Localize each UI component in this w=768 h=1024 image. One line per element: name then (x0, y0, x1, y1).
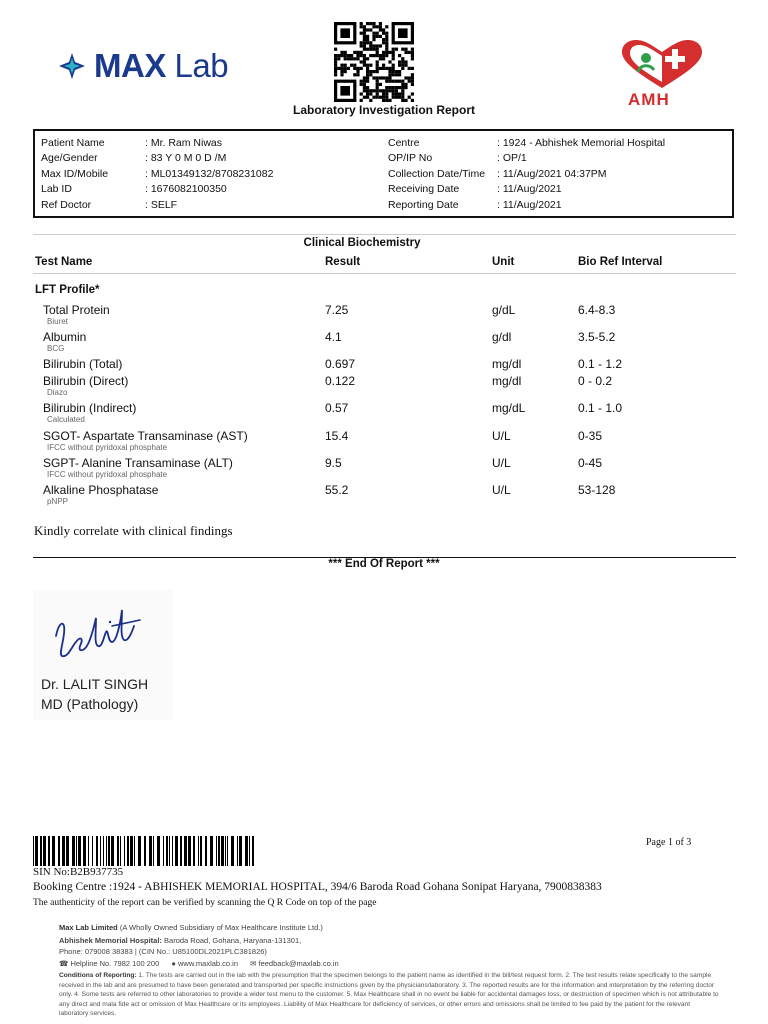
globe-icon: ● (171, 959, 176, 968)
lab-id-value: : 1676082100350 (145, 183, 227, 195)
page-number: Page 1 of 3 (646, 837, 692, 848)
website-text: www.maxlab.co.in (177, 959, 239, 968)
brand-bold: MAX (94, 47, 166, 84)
ref-doctor-label: Ref Doctor (41, 199, 92, 211)
company-line (59, 923, 323, 932)
col-header-result: Result (325, 256, 361, 268)
test-unit: U/L (492, 429, 511, 443)
booking-centre: Booking Centre :1924 - ABHISHEK MEMORIAL HOSPITAL, 394/6 Baroda Road Gohana Sonipat Haryana, 7900838383 (33, 881, 602, 893)
test-method: Diazo (47, 388, 68, 397)
max-lab-logo (58, 46, 268, 86)
receiving-date-value: : 11/Aug/2021 (497, 183, 562, 195)
contact-line (59, 959, 349, 968)
hospital-name: Abhishek Memorial Hospital: (59, 936, 162, 945)
test-name: Bilirubin (Direct) (43, 374, 129, 388)
test-unit: U/L (492, 483, 511, 497)
hospital-address-line (59, 936, 301, 945)
test-name: Bilirubin (Total) (43, 357, 123, 371)
amh-heart-icon (616, 38, 708, 92)
doctor-qualification: MD (Pathology) (41, 696, 139, 712)
collection-date-label: Collection Date/Time (388, 168, 486, 180)
email-link[interactable] (250, 959, 339, 968)
test-method: pNPP (47, 497, 68, 506)
email-text: feedback@maxlab.co.in (258, 959, 339, 968)
op-ip-value: : OP/1 (497, 152, 527, 164)
qr-code-icon (334, 22, 414, 102)
test-row (0, 374, 768, 401)
test-ref-interval: 0.1 - 1.2 (578, 357, 623, 371)
section-title: Clinical Biochemistry (303, 237, 421, 249)
patient-name-label: Patient Name (41, 137, 105, 149)
test-name: Alkaline Phosphatase (43, 483, 159, 497)
test-ref-interval: 6.4-8.3 (578, 303, 616, 317)
test-unit: g/dl (492, 330, 512, 344)
age-gender-value: : 83 Y 0 M 0 D /M (145, 152, 227, 164)
test-row (0, 429, 768, 456)
end-of-report: *** End Of Report *** (328, 558, 440, 570)
test-name: Bilirubin (Indirect) (43, 401, 137, 415)
test-row (0, 401, 768, 428)
section-divider-top (33, 234, 736, 235)
test-method: Biuret (47, 317, 68, 326)
collection-date-value: : 11/Aug/2021 04:37PM (497, 168, 607, 180)
test-ref-interval: 0 - 0.2 (578, 374, 613, 388)
conditions-label: Conditions of Reporting: (59, 972, 137, 979)
lab-id-label: Lab ID (41, 183, 72, 195)
test-result: 9.5 (325, 456, 342, 470)
phone-cin: Phone: 079008 38383 | (CIN No.: U85100DL2021PLC381826) (59, 947, 267, 956)
patient-info-box (33, 129, 734, 218)
helpline (59, 959, 159, 968)
max-id-value: : ML01349132/8708231082 (145, 168, 274, 180)
col-header-test-name: Test Name (35, 256, 93, 268)
test-row (0, 330, 768, 357)
reporting-date-value: : 11/Aug/2021 (497, 199, 562, 211)
test-result: 0.57 (325, 401, 349, 415)
company-subsidiary: (A Wholly Owned Subsidiary of Max Healthcare Institute Ltd.) (119, 923, 323, 932)
test-result: 7.25 (325, 303, 349, 317)
test-name: SGPT- Alanine Transaminase (ALT) (43, 456, 233, 470)
reporting-date-label: Reporting Date (388, 199, 459, 211)
brand-light: Lab (174, 47, 229, 84)
conditions-text: 1. The tests are carried out in the lab with the presumption that the specimen belongs to the patient name as identified in the bill/test request form. 2. The test results relate specifically to the sample received in the lab and are presumed to have been generated and transported per specific instructions given by the physicians/laboratory. 3. The reported results are for the information and interpretation by the referring doctor only. 4. Some tests are referred to other laboratories to provide a wider test menu to the customer. 5. Max Healthcare shall in no event be liable for accidental damages loss, or destruction of specimen which is not attributable to any direct and mala fide act or omission of Max Healthcare or its employees. Liability of Max Healthcare for deficiency of services, or other errors and omissions shall be limited to fee paid by the patient for the relevant laboratory services. (59, 972, 719, 1018)
test-method: IFCC without pyridoxal phosphate (47, 470, 168, 479)
authenticity-note: The authenticity of the report can be verified by scanning the Q R Code on top of the page (33, 898, 377, 908)
test-ref-interval: 3.5-5.2 (578, 330, 616, 344)
receiving-date-label: Receiving Date (388, 183, 460, 195)
test-result: 0.122 (325, 374, 356, 388)
signature-image (48, 596, 148, 666)
centre-value: : 1924 - Abhishek Memorial Hospital (497, 137, 666, 149)
test-name: Total Protein (43, 303, 110, 317)
op-ip-label: OP/IP No (388, 152, 433, 164)
doctor-name: Dr. LALIT SINGH (41, 676, 149, 692)
ref-doctor-value: : SELF (145, 199, 178, 211)
phone-icon: ☎ (59, 959, 69, 968)
test-group-label: LFT Profile* (35, 284, 100, 296)
test-row (0, 456, 768, 483)
test-ref-interval: 0-35 (578, 429, 603, 443)
test-method: BCG (47, 344, 65, 353)
test-method: Calculated (47, 415, 85, 424)
amh-logo-text: AMH (628, 90, 670, 109)
report-title: Laboratory Investigation Report (292, 103, 476, 117)
age-gender-label: Age/Gender (41, 152, 98, 164)
test-unit: g/dL (492, 303, 516, 317)
test-unit: U/L (492, 456, 511, 470)
helpline-text: Helpline No. 7982 100 200 (70, 959, 160, 968)
website-link[interactable] (171, 959, 238, 968)
col-header-unit: Unit (492, 256, 515, 268)
hospital-address: Baroda Road, Gohana, Haryana-131301, (164, 936, 302, 945)
test-name: Albumin (43, 330, 87, 344)
test-unit: mg/dl (492, 374, 522, 388)
amh-logo (616, 38, 708, 112)
test-ref-interval: 0-45 (578, 456, 603, 470)
test-result: 15.4 (325, 429, 349, 443)
test-result: 55.2 (325, 483, 349, 497)
max-lab-logo-icon (58, 52, 86, 80)
test-result: 4.1 (325, 330, 342, 344)
test-result: 0.697 (325, 357, 356, 371)
test-row (0, 303, 768, 330)
correlate-note: Kindly correlate with clinical findings (34, 523, 233, 538)
test-row (0, 483, 768, 510)
sin-number: SIN No:B2B937735 (33, 866, 124, 878)
test-ref-interval: 0.1 - 1.0 (578, 401, 623, 415)
max-id-label: Max ID/Mobile (41, 168, 109, 180)
test-unit: mg/dL (492, 401, 526, 415)
col-header-bio-ref: Bio Ref Interval (578, 256, 663, 268)
section-divider-bottom (33, 273, 736, 274)
barcode-icon (33, 836, 255, 866)
test-ref-interval: 53-128 (578, 483, 616, 497)
brand-wordmark (94, 46, 228, 86)
test-method: IFCC without pyridoxal phosphate (47, 443, 168, 452)
test-name: SGOT- Aspartate Transaminase (AST) (43, 429, 248, 443)
centre-label: Centre (388, 137, 420, 149)
conditions-of-reporting (59, 971, 719, 1019)
patient-name-value: : Mr. Ram Niwas (145, 137, 223, 149)
test-unit: mg/dl (492, 357, 522, 371)
company-name: Max Lab Limited (59, 923, 118, 932)
mail-icon: ✉ (250, 959, 257, 968)
